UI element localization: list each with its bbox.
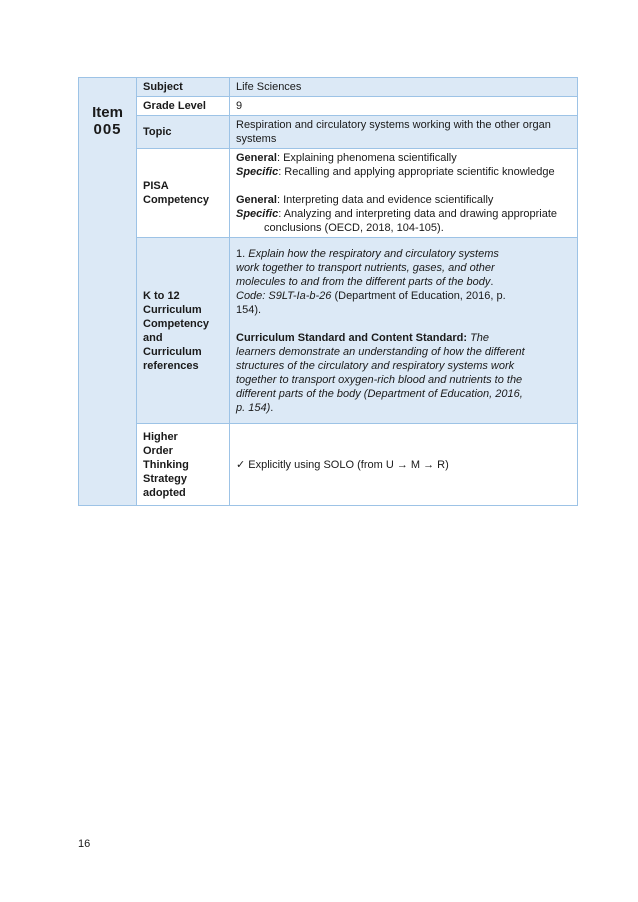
pisa-label-line: PISA — [143, 180, 169, 192]
k12-label-line: K to 12 — [143, 289, 180, 302]
pisa-specific-2-cont: conclusions (OECD, 2018, 104-105). — [264, 222, 444, 234]
item-table — [78, 77, 578, 506]
page-number: 16 — [78, 838, 91, 850]
hot-label-line: Strategy — [143, 472, 188, 485]
check-icon: ✓ — [236, 458, 246, 471]
hot-label-line: adopted — [143, 486, 186, 499]
hot-label-line: Higher — [143, 430, 178, 443]
k12-competency: 1. Explain how the respiratory and circulatory systems work together to transport nutrients, gases, and other molecules to and from the different parts of the body. Code: S9LT-Ia-b-26 (Department of Education, 2016, p. 154). — [236, 247, 506, 316]
hot-label — [137, 424, 230, 506]
k12-label-line: Curriculum — [143, 303, 202, 316]
k12-spacer — [236, 317, 571, 331]
pisa-general-2: General: Interpreting data and evidence scientifically — [236, 194, 494, 206]
pisa-spacer — [236, 179, 571, 193]
k12-row — [79, 238, 578, 424]
hot-text: Explicitly using SOLO (from U → M → R) — [245, 458, 449, 471]
k12-value — [230, 238, 578, 424]
hot-label-line: Thinking — [143, 458, 189, 471]
pisa-specific-1: Specific: Recalling and applying appropriate scientific knowledge — [236, 166, 555, 178]
k12-label-line: and — [143, 331, 163, 344]
k12-label-line: references — [143, 359, 199, 372]
pisa-label-line: Competency — [143, 194, 210, 206]
item-label: Item — [92, 104, 123, 121]
hot-value — [230, 424, 578, 506]
subject-row — [79, 78, 578, 97]
pisa-specific-2: Specific: Analyzing and interpreting data and drawing appropriate — [236, 208, 558, 220]
item-id-cell — [79, 78, 137, 506]
grade-row — [79, 97, 578, 116]
grade-value: 9 — [230, 97, 578, 116]
pisa-general-1: General: Explaining phenomena scientifically — [236, 152, 457, 164]
topic-row — [79, 116, 578, 149]
pisa-label — [137, 149, 230, 238]
k12-label — [137, 238, 230, 424]
k12-label-line: Curriculum — [143, 345, 202, 358]
hot-label-line: Order — [143, 444, 173, 457]
topic-value: Respiration and circulatory systems working with the other organ systems — [230, 116, 578, 149]
grade-label: Grade Level — [137, 97, 230, 116]
k12-label-line: Competency — [143, 317, 210, 330]
subject-label: Subject — [137, 78, 230, 97]
k12-standard: Curriculum Standard and Content Standard: The learners demonstrate an understanding of how the different structures of the circulatory and respiratory systems work together to transport oxygen-rich blood and nutrients to the different parts of the body (Department of Education, 2016, p. 154). — [236, 331, 525, 414]
hot-row — [79, 424, 578, 506]
item-number: 005 — [93, 121, 122, 138]
subject-value: Life Sciences — [230, 78, 578, 97]
pisa-value — [230, 149, 578, 238]
pisa-row — [79, 149, 578, 238]
topic-label: Topic — [137, 116, 230, 149]
